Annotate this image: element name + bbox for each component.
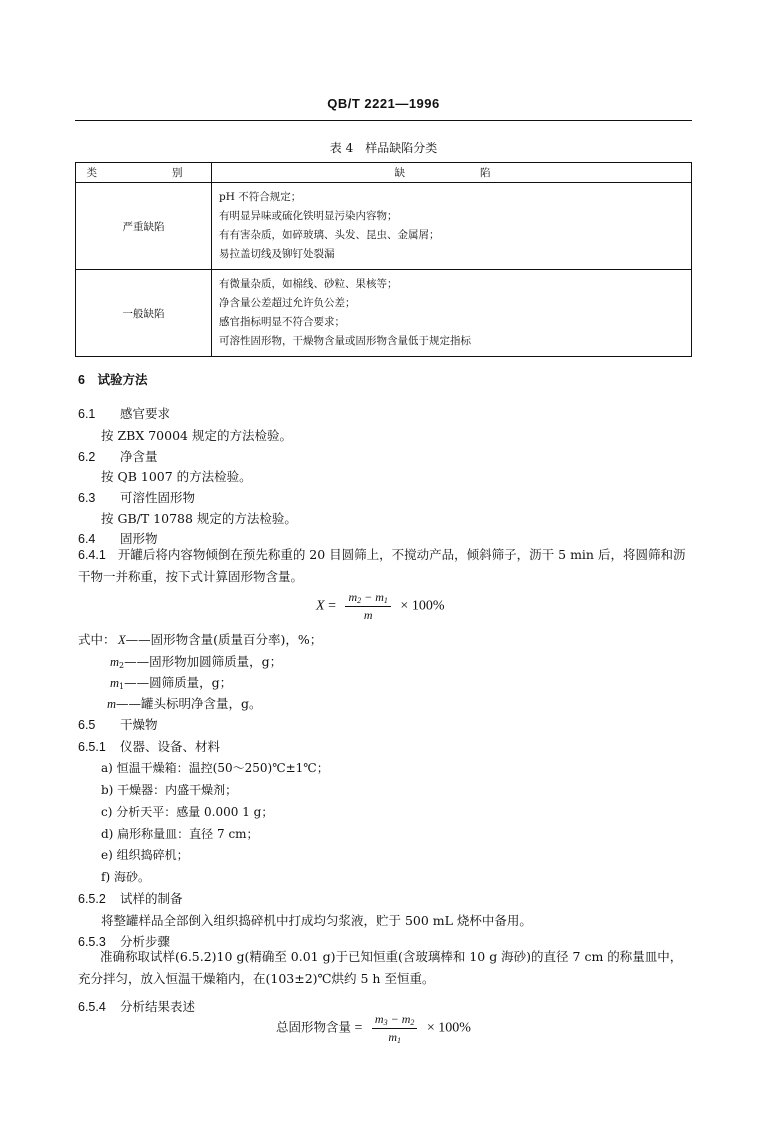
col-category-header: 类 别: [76, 163, 212, 183]
heading-6-2: [78, 447, 158, 465]
var-symbol: m: [374, 1012, 384, 1026]
defect-list-cell: [212, 183, 692, 270]
heading-number: 6.5: [78, 718, 96, 732]
var-subscript: 2: [119, 661, 125, 670]
col-defect-header: 缺 陷: [212, 163, 692, 183]
heading-title: 仪器、设备、材料: [120, 739, 221, 754]
equipment-item: c) 分析天平：感量 0.000 1 g；: [101, 805, 274, 819]
formula-solids: X = $\frac{m_2 - m_1}{m}$ × 100%: [316, 590, 445, 622]
heading-title: 感官要求: [120, 406, 171, 421]
paragraph-6-4-1: [78, 544, 692, 588]
formula-lhs: 总固形物含量: [276, 1019, 352, 1035]
fraction-denominator: [372, 1029, 417, 1045]
category-cell: 严重缺陷: [76, 183, 212, 270]
defect-item: 有有害杂质，如碎玻璃、头发、昆虫、金属屑；: [219, 229, 440, 241]
heading-number: 6.2: [78, 450, 96, 464]
table-row: [76, 183, 692, 270]
var-symbol: m: [110, 676, 120, 690]
var-subscript: 1: [396, 1036, 401, 1045]
fraction-numerator: $m_3 - m_2$: [372, 1012, 417, 1029]
defect-item: 有微量杂质，如棉线、砂粒、果核等；: [219, 278, 398, 290]
defect-table: [75, 162, 692, 357]
table-caption: 表 4 样品缺陷分类: [329, 141, 438, 155]
fraction-numerator: $m_2 - m_1$: [345, 590, 390, 607]
standard-header: QB/T 2221—1996: [327, 96, 440, 111]
heading-6-5-2: [78, 889, 183, 907]
var-symbol: m: [401, 1012, 411, 1026]
heading-number: 6.5.2: [78, 892, 106, 906]
fraction-denominator: m: [363, 608, 373, 622]
section-title: 6 试验方法: [78, 373, 148, 387]
heading-title: 固形物: [120, 531, 158, 546]
formula-tail: × 100%: [400, 598, 445, 614]
paragraph: 按 QB 1007 的方法检验。: [101, 469, 252, 484]
var-subscript: 1: [119, 682, 125, 691]
var-description: ——罐头标明净含量，g。: [116, 696, 262, 711]
defect-list-cell: [212, 270, 692, 357]
equipment-item: e) 组织捣碎机；: [101, 848, 189, 862]
heading-title: 分析结果表述: [120, 999, 196, 1014]
heading-6-1: [78, 404, 170, 422]
formula-fraction: [345, 590, 390, 623]
paragraph: 准确称取试样(6.5.2)10 g(精确至 0.01 g)于已知恒重(含玻璃棒和 10 g 海砂)的直径 7 cm 的称量皿中，充分拌匀，放入恒温干燥箱内，在(103±2)℃烘约 5 h 至恒重。: [78, 949, 683, 986]
defect-item: 易拉盖切线及铆钉处裂漏: [219, 248, 335, 260]
heading-title: 可溶性固形物: [120, 490, 196, 505]
var-description: ——固形物含量(质量百分率)，%；: [125, 632, 323, 647]
defect-item: 有明显异味或硫化铁明显污染内容物；: [219, 210, 398, 222]
heading-6-5-4: [78, 997, 195, 1015]
formula-total-solids: 总固形物含量 = $\frac{m_3 - m_2}{m_1}$ × 100%: [276, 1012, 471, 1045]
formula-lhs: X: [316, 598, 325, 614]
paragraph: 按 GB/T 10788 规定的方法检验。: [101, 511, 297, 526]
heading-title: 净含量: [120, 449, 158, 464]
heading-number: 6.5.4: [78, 1000, 106, 1014]
heading-number: 6.4.1: [78, 548, 106, 562]
heading-number: 6.5.1: [78, 740, 106, 754]
heading-number: 6.3: [78, 491, 96, 505]
variable-def: [110, 652, 282, 670]
variable-def: [107, 694, 262, 712]
variable-def: [110, 673, 232, 691]
equipment-item: a) 恒温干燥箱：温控(50～250)℃±1℃；: [101, 761, 329, 775]
heading-title: 分析步骤: [120, 934, 171, 949]
equipment-item: f) 海砂。: [101, 870, 150, 884]
where-label: 式中：: [78, 632, 116, 647]
var-symbol: m: [375, 590, 384, 604]
heading-number: 6.4: [78, 532, 96, 546]
var-description: ——固形物加圆筛质量，g；: [124, 654, 283, 669]
category-cell: 一般缺陷: [76, 270, 212, 357]
var-subscript: 2: [410, 1018, 415, 1027]
table-header-row: [76, 163, 692, 183]
var-symbol: X: [118, 633, 126, 647]
var-subscript: 3: [383, 1018, 388, 1027]
defect-item: 感官指标明显不符合要求；: [219, 316, 345, 328]
paragraph: 按 ZBX 70004 规定的方法检验。: [101, 428, 292, 443]
var-description: ——圆筛质量，g；: [124, 675, 233, 690]
var-subscript: 2: [357, 596, 362, 605]
var-symbol: m: [110, 655, 120, 669]
var-symbol: m: [388, 1030, 397, 1044]
heading-6-5-1: [78, 737, 220, 755]
var-symbol: m: [348, 590, 358, 604]
formula-tail: × 100%: [426, 1020, 471, 1036]
heading-title: 干燥物: [120, 717, 158, 732]
header-rule: [75, 120, 692, 121]
variable-def: [118, 630, 322, 648]
heading-number: 6.5.3: [78, 935, 106, 949]
heading-6-5: [78, 715, 158, 733]
var-symbol: m: [107, 697, 117, 711]
heading-number: 6.1: [78, 407, 96, 421]
paragraph-text: 开罐后将内容物倾倒在预先称重的 20 目圆筛上，不搅动产品，倾斜筛子，沥干 5 min 后，将圆筛和沥干物一并称重，按下式计算固形物含量。: [78, 547, 686, 584]
equipment-item: b) 干燥器：内盛干燥剂；: [101, 783, 238, 797]
defect-item: 可溶性固形物，干燥物含量或固形物含量低于规定指标: [219, 335, 471, 347]
table-row: [76, 270, 692, 357]
defect-item: pH 不符合规定；: [219, 191, 302, 203]
var-subscript: 1: [383, 596, 388, 605]
equipment-item: d) 扁形称量皿：直径 7 cm；: [101, 827, 259, 841]
heading-6-3: [78, 488, 195, 506]
formula-fraction: [372, 1012, 417, 1045]
paragraph: 将整罐样品全部倒入组织捣碎机中打成均匀浆液，贮于 500 mL 烧杯中备用。: [101, 913, 532, 928]
heading-title: 试样的制备: [120, 891, 183, 906]
defect-item: 净含量公差超过允许负公差；: [219, 297, 356, 309]
